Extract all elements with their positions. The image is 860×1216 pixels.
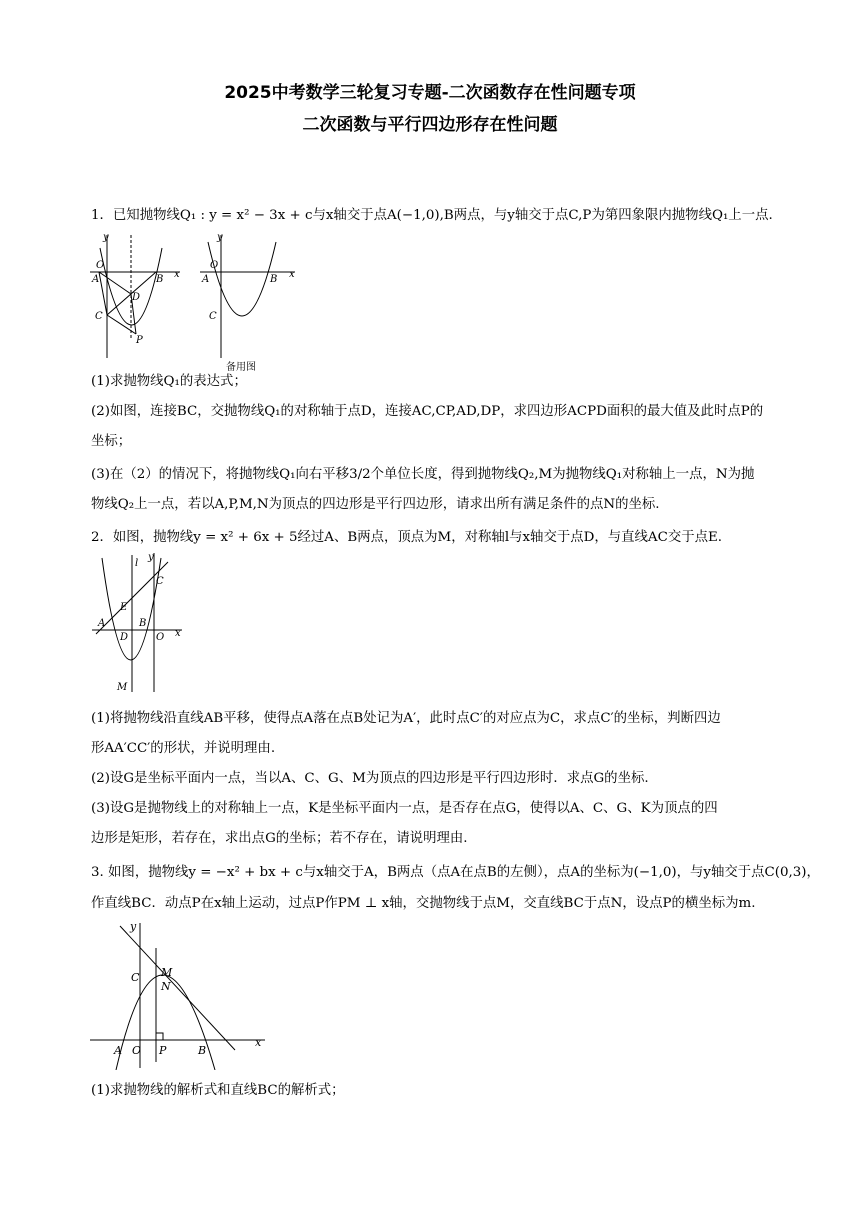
fig1-y-label: y [103, 232, 109, 243]
fig2-label-M: M [117, 682, 128, 693]
fig1b-label-B: B [270, 274, 278, 285]
main-title: 2025中考数学三轮复习专题-二次函数存在性问题专项 [224, 83, 636, 103]
q3-stem-line1: 3. 如图，抛物线y = −x² + bx + c与x轴交于A，B两点（点A在点B的左侧），点A的坐标为(−1,0)，与y轴交于点C(0,3)， [91, 865, 820, 880]
fig3-label-A: A [114, 1044, 122, 1057]
fig1b-label-A: A [202, 274, 210, 285]
fig3-label-C: C [131, 971, 140, 984]
q3-part1: (1)求抛物线的解析式和直线BC的解析式； [91, 1083, 345, 1098]
fig2-label-O: O [156, 632, 165, 643]
q2-part2: (2)设G是坐标平面内一点，当以A、C、G、M为顶点的四边形是平行四边形时．求点G的坐标. [91, 771, 649, 786]
fig3-label-P: P [159, 1044, 167, 1057]
fig3-x-label: x [255, 1036, 262, 1049]
q1-part2-line1: (2)如图，连接BC，交抛物线Q₁的对称轴于点D，连接AC,CP,AD,DP，求四边形ACPD面积的最大值及此时点P的 [91, 404, 764, 419]
fig1-label-P: P [136, 335, 143, 346]
q1-stem: 1．已知抛物线Q₁ : y = x² − 3x + c与x轴交于点A(−1,0),B两点，与y轴交于点C,P为第四象限内抛物线Q₁上一点. [91, 208, 773, 223]
fig3-y-label: y [130, 920, 137, 933]
fig2-label-D: D [120, 632, 129, 643]
fig1-label-C: C [95, 311, 103, 322]
q2-part1-line1: (1)将抛物线沿直线AB平移，使得点A落在点B处记为A′，此时点C′的对应点为C，求点C′的坐标，判断四边 [91, 711, 721, 726]
sub-title: 二次函数与平行四边形存在性问题 [302, 115, 558, 135]
fig3-label-N: N [161, 980, 171, 993]
q3-figure [90, 920, 270, 1070]
fig2-x-label: x [175, 628, 181, 639]
q3-stem-line2: 作直线BC．动点P在x轴上运动，过点P作PM ⊥ x轴，交抛物线于点M，交直线BC于点N，设点P的横坐标为m. [91, 896, 756, 911]
fig1-label-D: D [132, 292, 141, 303]
fig3-label-B: B [198, 1044, 207, 1057]
fig1-caption: 备用图 [226, 362, 256, 373]
fig3-label-O: O [132, 1044, 142, 1057]
q1-part2-line2: 坐标； [91, 434, 132, 449]
q1-part3-line2: 物线Q₂上一点，若以A,P,M,N为顶点的四边形是平行四边形，请求出所有满足条件的点N的坐标. [91, 497, 660, 512]
q2-part3-line1: (3)设G是抛物线上的对称轴上一点，K是坐标平面内一点，是否存在点G，使得以A、C、G、K为顶点的四 [91, 801, 718, 816]
fig2-label-B: B [139, 618, 147, 629]
fig2-y-label: y [148, 552, 154, 563]
fig1b-x-label: x [289, 269, 295, 280]
q1-figures [90, 230, 310, 360]
fig1-label-A: A [92, 274, 100, 285]
q2-part1-line2: 形AA′CC′的形状，并说明理由. [91, 741, 276, 756]
q2-part3-line2: 边形是矩形，若存在，求出点G的坐标；若不存在，请说明理由. [91, 831, 468, 846]
q1-part3-line1: (3)在（2）的情况下，将抛物线Q₁向右平移3/2个单位长度，得到抛物线Q₂,M为抛物线Q₁对称轴上一点，N为抛 [91, 467, 755, 482]
fig1-x-label: x [174, 269, 180, 280]
fig1b-label-C: C [209, 311, 217, 322]
fig2-label-l: l [135, 558, 139, 569]
q1-part1: (1)求抛物线Q₁的表达式； [91, 374, 247, 389]
fig1-label-O: O [96, 260, 105, 271]
q2-figure [90, 550, 190, 695]
fig1-label-B: B [156, 274, 164, 285]
fig2-label-A: A [98, 618, 106, 629]
fig1b-y-label: y [217, 232, 223, 243]
fig1b-label-O: O [210, 260, 219, 271]
fig2-label-C: C [156, 576, 164, 587]
fig2-label-E: E [120, 602, 128, 613]
fig3-label-M: M [161, 966, 173, 979]
q2-stem: 2．如图，抛物线y = x² + 6x + 5经过A、B两点，顶点为M，对称轴l与x轴交于点D，与直线AC交于点E. [91, 530, 723, 545]
